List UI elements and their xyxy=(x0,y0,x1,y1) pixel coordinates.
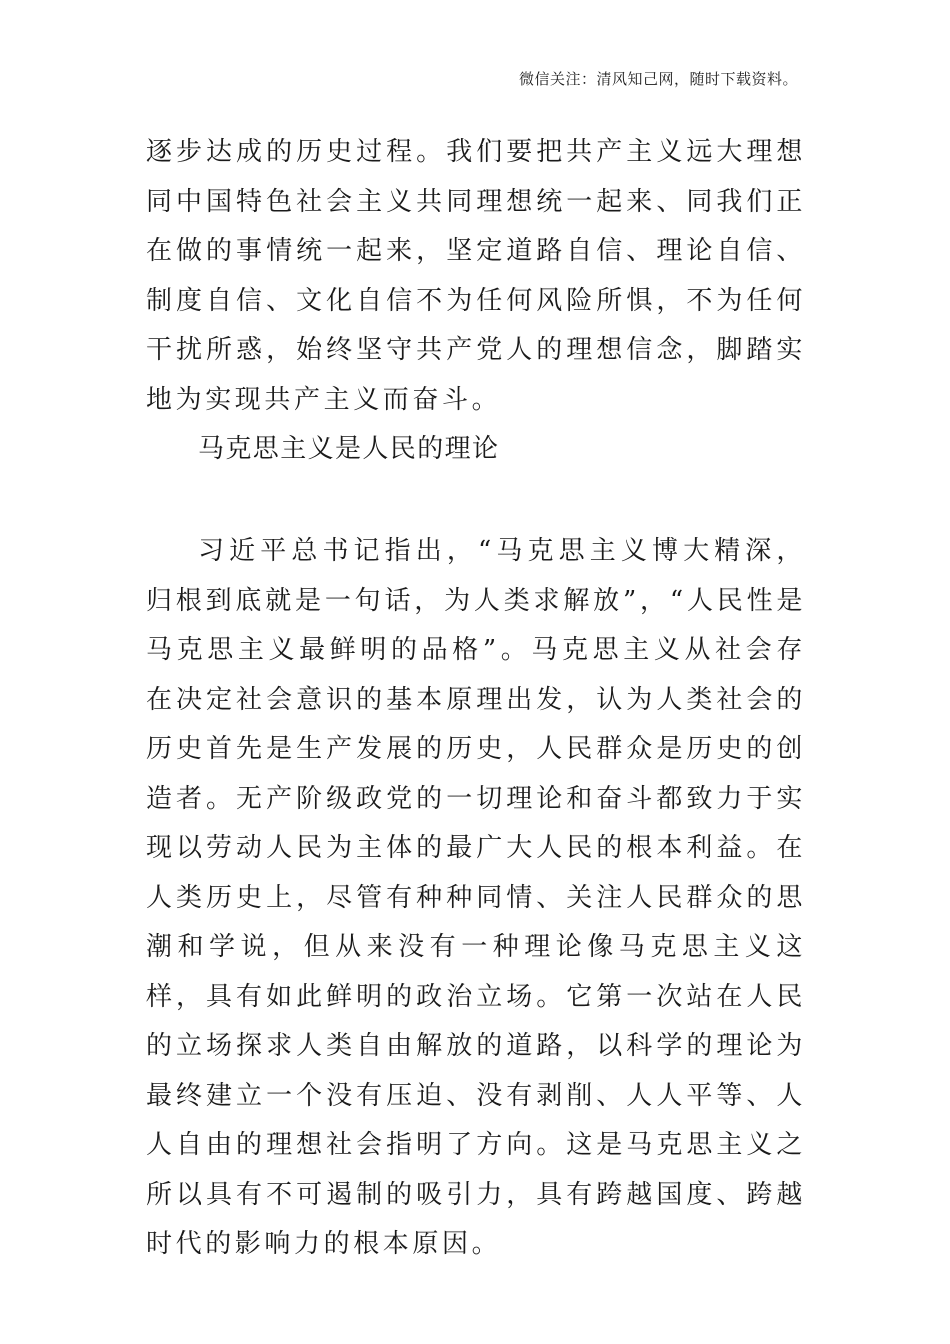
body-paragraph-1: 逐步达成的历史过程。我们要把共产主义远大理想同中国特色社会主义共同理想统一起来、同我们正在做的事情统一起来，坚定道路自信、理论自信、制度自信、文化自信不为任何风险所惧，不为任何干扰所惑，始终坚守共产党人的理想信念，脚踏实地为实现共产主义而奋斗。 xyxy=(146,137,806,415)
body-paragraph-2: 习近平总书记指出，“马克思主义博大精深，归根到底就是一句话，为人类求解放”，“人民性是马克思主义最鲜明的品格”。马克思主义从社会存在决定社会意识的基本原理出发，认为人类社会的历史首先是生产发展的历史，人民群众是历史的创造者。无产阶级政党的一切理论和奋斗都致力于实现以劳动人民为主体的最广大人民的根本利益。在人类历史上，尽管有种种同情、关注人民群众的思潮和学说，但从来没有一种理论像马克思主义这样，具有如此鲜明的政治立场。它第一次站在人民的立场探求人类自由解放的道路，以科学的理论为最终建立一个没有压迫、没有剥削、人人平等、人人自由的理想社会指明了方向。这是马克思主义之所以具有不可遏制的吸引力，具有跨越国度、跨越时代的影响力的根本原因。 xyxy=(146,536,806,1259)
section-heading: 马克思主义是人民的理论 xyxy=(198,434,500,464)
header-note: 微信关注：清风知己网，随时下载资料。 xyxy=(518,70,798,88)
